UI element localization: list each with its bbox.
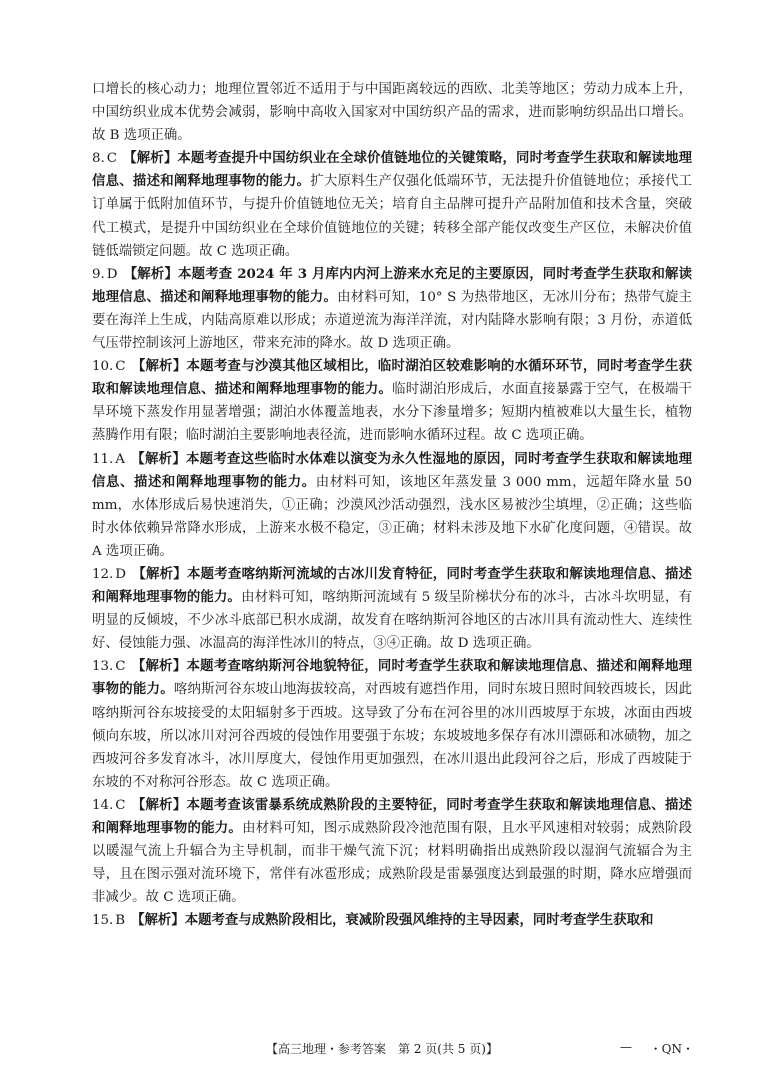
footer-code: ・QN・ — [649, 1042, 694, 1056]
analysis-body: 由材料可知，喀纳斯河流域有 5 级呈阶梯状分布的冰斗，古冰斗坎明显，有明显的反倾坡，不少冰斗底部已积水成湖，故发育在喀纳斯河谷地区的古冰川具有流动性大、连续性好、侵蚀能力强、冰温高的海洋性冰川的特点，③④正确。故 D 选项正确。 — [92, 590, 693, 652]
answer-item — [92, 655, 692, 794]
question-number: 10. — [92, 359, 114, 375]
answer-list — [92, 147, 692, 932]
analysis-tag: 【解析】 — [131, 796, 187, 813]
analysis-tag: 【解析】 — [130, 450, 186, 467]
question-number: 15. — [92, 913, 114, 929]
analysis-lead: 本题考查提升中国纺织业在全球价值链地位的关键策略，同时考查学生获取和解读地理信息、描述和阐释地理事物的能力。 — [92, 150, 692, 190]
analysis-tag: 【解析】 — [123, 265, 179, 282]
analysis-tag: 【解析】 — [131, 358, 187, 375]
answer-letter: A — [115, 451, 125, 467]
answer-letter: C — [115, 797, 126, 813]
analysis-tag: 【解析】 — [131, 912, 185, 929]
analysis-lead: 本题考查与成熟阶段相比，衰减阶段强风维持的主导因素，同时考查学生获取和 — [184, 912, 654, 929]
answer-letter: B — [115, 913, 126, 929]
analysis-tag: 【解析】 — [123, 150, 178, 167]
question-number: 14. — [92, 797, 114, 813]
analysis-lead: 本题考查该雷暴系统成熟阶段的主要特征，同时考查学生获取和解读地理信息、描述和阐释地理事物的能力。 — [92, 796, 693, 836]
footer-dash: — — [620, 1040, 632, 1054]
question-number: 8. — [92, 151, 105, 167]
analysis-body: 临时湖泊形成后，水面直接暴露于空气，在极端干旱环境下蒸发作用显著增强；湖泊水体覆盖地表，水分下渗量增多；短期内植被难以大量生长，植物蒸腾作用有限；临时湖泊主要影响地表径流，进而影响水循环过程。故 C 选项正确。 — [92, 382, 692, 444]
answer-letter: C — [115, 659, 126, 675]
answer-item — [92, 448, 692, 563]
analysis-tag: 【解析】 — [132, 565, 187, 582]
answer-letter: D — [106, 266, 118, 282]
answer-item — [92, 909, 692, 932]
analysis-lead: 本题考查 2024 年 3 月库内内河上游来水充足的主要原因，同时考查学生获取和解读地理信息、描述和阐释地理事物的能力。 — [92, 265, 693, 305]
answer-item — [92, 355, 692, 447]
answer-letter: D — [115, 566, 127, 582]
question-number: 9. — [92, 266, 105, 282]
question-number: 13. — [92, 659, 114, 675]
analysis-body: 由材料可知，该地区年蒸发量 3 000 mm，远超年降水量 50 mm，水体形成后易快速消失，①正确；沙漠风沙活动强烈，浅水区易被沙尘填埋，②正确；这些临时水体依赖异常降水形成，上游来水极不稳定，③正确；材料未涉及地下水矿化度问题，④错误。故 A 选项正确。 — [92, 474, 693, 559]
answer-item — [92, 263, 692, 355]
analysis-body: 由材料可知，图示成熟阶段冷池范围有限，且水平风速相对较弱；成熟阶段以暖湿气流上升辐合为主导机制，而非干燥气流下沉；材料明确指出成熟阶段以湿润气流辐合为主导，且在图示强对流环境下，常伴有冰雹形成；成熟阶段是雷暴强度达到最强的时期，降水应增强而非减少。故 C 选项正确。 — [92, 821, 692, 906]
analysis-body: 喀纳斯河谷东坡山地海拔较高，对西坡有遮挡作用，同时东坡日照时间较西坡长，因此喀纳斯河谷东坡接受的太阳辐射多于西坡。这导致了分布在河谷里的冰川西坡厚于东坡，冰面由西坡倾向东坡，所以冰川对河谷西坡的侵蚀作用要强于东坡；东坡坡地多保存有冰川漂砾和冰碛物，加之西坡河谷多发育冰斗，冰川厚度大，侵蚀作用更加强烈，在冰川退出此段河谷之后，形成了西坡陡于东坡的不对称河谷形态。故 C 选项正确。 — [92, 682, 693, 790]
analysis-lead: 本题考查这些临时水体难以演变为永久性湿地的原因，同时考查学生获取和解读地理信息、描述和阐释地理事物的能力。 — [92, 450, 693, 490]
analysis-body: 由材料可知，10° S 为热带地区，无冰川分布；热带气旋主要在海洋上生成，内陆高原难以形成；赤道逆流为海洋洋流，对内陆降水影响有限；3 月份，赤道低气压带控制该河上游地区，带来充沛的降水。故 D 选项正确。 — [92, 289, 693, 352]
question-number: 12. — [92, 566, 114, 582]
page-content — [92, 78, 692, 932]
page-footer: 【高三地理・参考答案 第 2 页(共 5 页)】 — [266, 1042, 498, 1056]
analysis-lead: 本题考查喀纳斯河流域的古冰川发育特征，同时考查学生获取和解读地理信息、描述和阐释地理事物的能力。 — [92, 565, 693, 606]
answer-item — [92, 563, 692, 655]
analysis-body: 扩大原料生产仅强化低端环节，无法提升价值链地位；承接代工订单属于低附加值环节，与提升价值链地位无关；培育自主品牌可提升产品附加值和技术含量，突破代工模式，是提升中国纺织业在全球价值链地位的关键；转移全部产能仅改变生产区位，未解决价值链低端锁定问题。故 C 选项正确。 — [92, 174, 693, 259]
analysis-lead: 本题考查与沙漠其他区域相比，临时湖泊区较难影响的水循环环节，同时考查学生获取和解读地理信息、描述和阐释地理事物的能力。 — [92, 358, 693, 398]
intro-paragraph: 口增长的核心动力；地理位置邻近不适用于与中国距离较远的西欧、北美等地区；劳动力成本上升，中国纺织业成本优势会减弱，影响中高收入国家对中国纺织产品的需求，进而影响纺织品出口增长。故 B 选项正确。 — [92, 82, 692, 144]
analysis-tag: 【解析】 — [131, 658, 187, 675]
answer-item — [92, 794, 692, 909]
answer-item — [92, 147, 692, 262]
answer-letter: C — [115, 359, 126, 375]
question-number: 11. — [92, 451, 114, 467]
analysis-lead: 本题考查喀纳斯河谷地貌特征，同时考查学生获取和解读地理信息、描述和阐释地理事物的能力。 — [92, 658, 693, 698]
answer-letter: C — [106, 151, 118, 167]
